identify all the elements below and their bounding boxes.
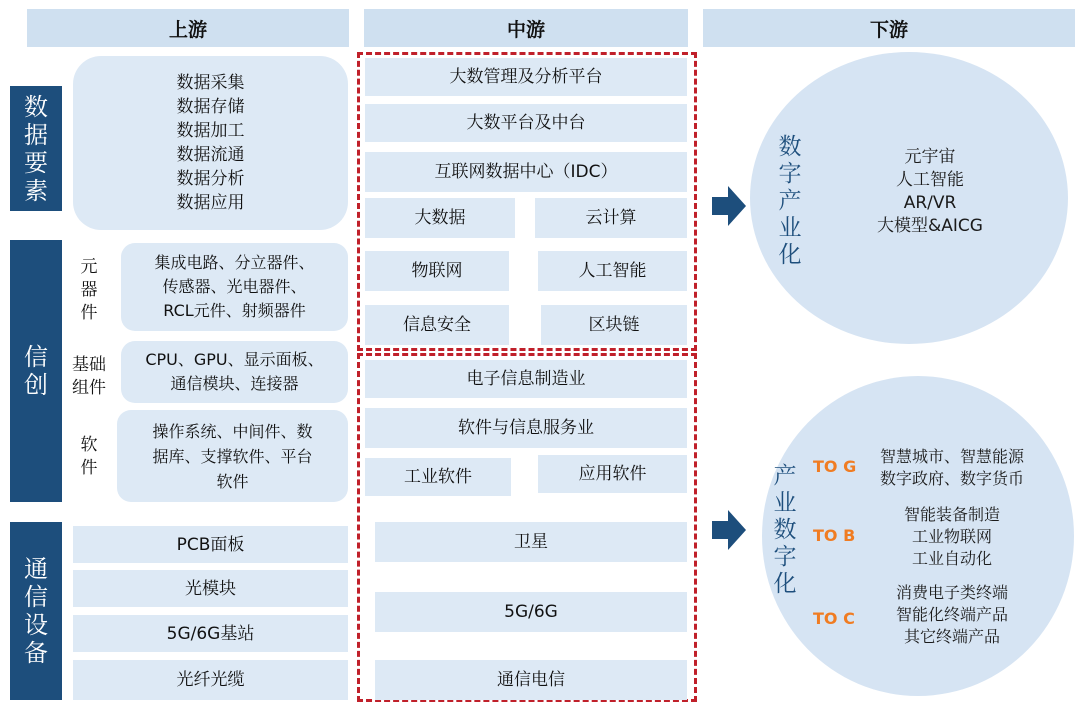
mid-security: 信息安全	[365, 305, 509, 345]
list-item: 智能装备制造	[903, 505, 1000, 524]
sublabel-char: 软	[80, 435, 98, 455]
label-char: 化	[773, 571, 797, 597]
industrial-digitalization-label	[771, 463, 799, 598]
label-char: 字	[778, 161, 802, 187]
mid-platform: 大数管理及分析平台	[365, 58, 687, 96]
mid-application-software: 应用软件	[538, 455, 687, 493]
list-item: 数据存储	[176, 97, 245, 117]
item-line: 软件	[216, 471, 249, 491]
mid-iot: 物联网	[365, 251, 509, 291]
category-xinchuang	[10, 240, 62, 502]
label-char: 产	[773, 463, 797, 489]
tag-to-b: TO B	[813, 526, 856, 545]
list-item: 数据分析	[176, 169, 245, 189]
upstream-telecom-item: 5G/6G基站	[73, 615, 348, 652]
list-item: 数据加工	[176, 121, 245, 141]
sublabel-basic	[62, 352, 116, 402]
category-char: 创	[24, 371, 48, 399]
to-b-items	[862, 504, 1042, 570]
label-char: 业	[773, 490, 797, 516]
list-item: 数字政府、数字货币	[879, 469, 1024, 488]
label-char: 化	[778, 242, 802, 268]
category-char: 素	[24, 176, 48, 205]
category-char: 信	[24, 583, 48, 611]
mid-software-services: 软件与信息服务业	[365, 408, 687, 448]
list-item: 智慧城市、智慧能源	[879, 447, 1024, 466]
to-c-items	[862, 582, 1042, 648]
upstream-software-box	[117, 410, 348, 502]
sublabel-char: 件	[80, 458, 98, 478]
mid-electronics: 电子信息制造业	[365, 360, 687, 398]
sublabel-char: 件	[80, 302, 98, 323]
tag-to-g: TO G	[813, 457, 857, 476]
upstream-telecom-item: PCB面板	[73, 526, 348, 563]
arrow-right-icon	[712, 186, 746, 226]
item-line: CPU、GPU、显示面板、	[145, 350, 324, 369]
label-char: 业	[778, 215, 802, 241]
to-g-items	[862, 446, 1042, 490]
category-data-elements	[10, 86, 62, 211]
item-line: 据库、支撑软件、平台	[152, 446, 313, 466]
digital-items	[840, 146, 1020, 238]
list-item: 工业自动化	[911, 549, 992, 568]
category-char: 数	[24, 92, 48, 121]
sublabel-char: 元	[80, 256, 98, 277]
item-line: 通信模块、连接器	[170, 374, 299, 393]
digital-industrialization-label	[776, 134, 804, 269]
mid-middle-platform: 大数平台及中台	[365, 104, 687, 142]
header-downstream: 下游	[703, 9, 1075, 47]
list-item: AR/VR	[903, 193, 957, 213]
mid-cloud: 云计算	[535, 198, 687, 238]
sublabel-char: 器	[80, 279, 98, 300]
item-line: 传感器、光电器件、	[162, 277, 307, 296]
sublabel-components	[66, 245, 112, 335]
mid-5g6g: 5G/6G	[375, 592, 687, 632]
list-item: 智能化终端产品	[895, 605, 1008, 624]
list-item: 数据应用	[176, 193, 245, 213]
category-char: 通	[24, 555, 48, 583]
item-line: RCL元件、射频器件	[163, 301, 306, 320]
sublabel-line: 基础	[72, 355, 106, 375]
sublabel-software	[66, 432, 112, 482]
label-char: 数	[778, 134, 802, 160]
upstream-basic-box	[121, 341, 348, 403]
mid-telecom: 通信电信	[375, 660, 687, 700]
header-upstream: 上游	[27, 9, 349, 47]
category-telecom	[10, 522, 62, 700]
tag-to-c: TO C	[813, 609, 855, 628]
upstream-components-box	[121, 243, 348, 331]
mid-idc: 互联网数据中心（IDC）	[365, 152, 687, 192]
label-char: 字	[773, 544, 797, 570]
category-char: 备	[24, 639, 48, 667]
mid-big-data: 大数据	[365, 198, 515, 238]
list-item: 消费电子类终端	[895, 583, 1008, 602]
upstream-telecom-item: 光模块	[73, 570, 348, 607]
mid-satellite: 卫星	[375, 522, 687, 562]
item-line: 集成电路、分立器件、	[154, 253, 315, 272]
header-midstream: 中游	[364, 9, 688, 47]
arrow-right-icon	[712, 510, 746, 550]
mid-industrial-software: 工业软件	[365, 458, 511, 496]
item-line: 操作系统、中间件、数	[152, 421, 313, 441]
category-char: 据	[24, 120, 48, 149]
upstream-telecom-item: 光纤光缆	[73, 660, 348, 700]
category-char: 设	[24, 611, 48, 639]
sublabel-line: 组件	[72, 378, 106, 398]
upstream-data-list	[73, 56, 348, 230]
category-char: 要	[24, 148, 48, 177]
label-char: 数	[773, 517, 797, 543]
list-item: 人工智能	[896, 170, 964, 190]
label-char: 产	[778, 188, 802, 214]
category-char: 信	[24, 343, 48, 371]
list-item: 元宇宙	[904, 147, 956, 167]
list-item: 数据采集	[176, 73, 245, 93]
mid-blockchain: 区块链	[541, 305, 687, 345]
list-item: 工业物联网	[911, 527, 992, 546]
list-item: 数据流通	[176, 145, 245, 165]
mid-ai: 人工智能	[538, 251, 687, 291]
list-item: 其它终端产品	[903, 627, 1000, 646]
list-item: 大模型&AICG	[877, 216, 983, 236]
